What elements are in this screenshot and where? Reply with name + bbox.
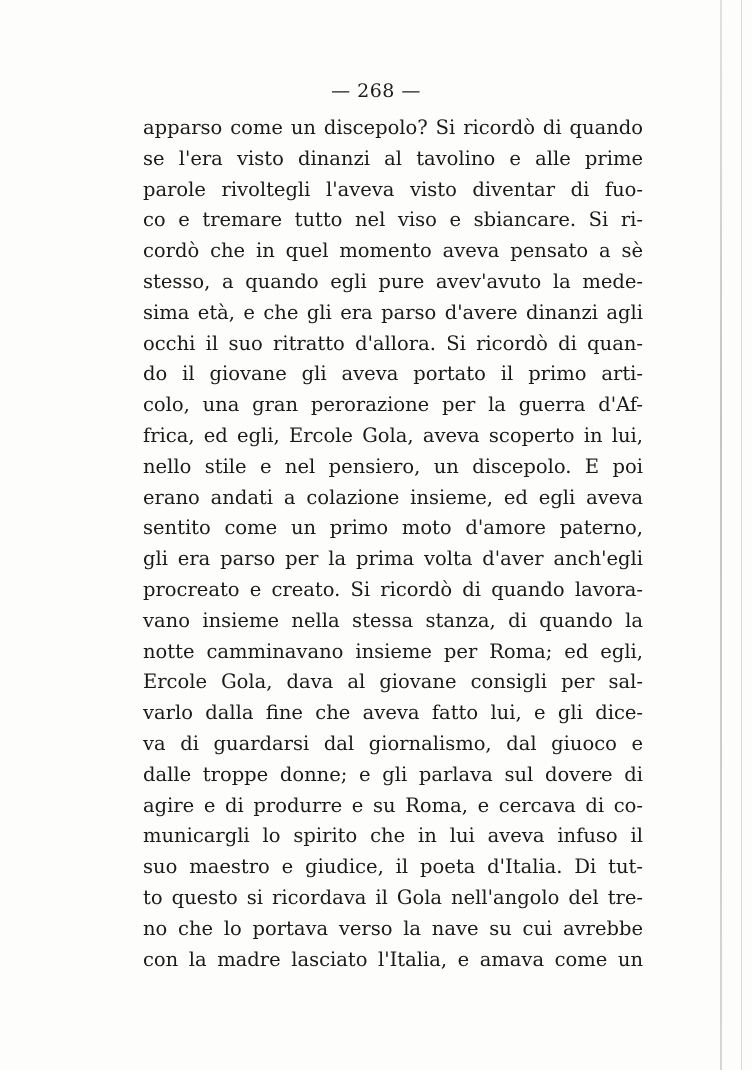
page-number: — 268 — (331, 80, 421, 102)
text-line: no che lo portava verso la nave su cui avrebbe (143, 916, 643, 940)
body-text (143, 113, 643, 975)
text-line: do il giovane gli aveva portato il primo arti- (143, 362, 643, 386)
text-line: parole rivoltegli l'aveva visto diventar di fuo- (143, 177, 643, 201)
text-line: varlo dalla fine che aveva fatto lui, e gli dice- (143, 701, 643, 725)
text-line: se l'era visto dinanzi al tavolino e alle prime (143, 146, 643, 170)
page-edge-shadow (720, 0, 722, 1070)
text-line: notte camminavano insieme per Roma; ed egli, (143, 639, 643, 663)
text-line: con la madre lasciato l'Italia, e amava come un (143, 947, 643, 971)
text-line: co e tremare tutto nel viso e sbiancare. Si ri- (143, 208, 643, 232)
text-line: sima età, e che gli era parso d'avere dinanzi agli (143, 300, 643, 324)
text-line: occhi il suo ritratto d'allora. Si ricordò di quan- (143, 331, 643, 355)
text-line: sentito come un primo moto d'amore paterno, (143, 516, 643, 540)
text-line: municargli lo spirito che in lui aveva infuso il (143, 824, 643, 848)
text-line: agire e di produrre e su Roma, e cercava di co- (143, 793, 643, 817)
text-line: to questo si ricordava il Gola nell'angolo del tre- (143, 885, 643, 909)
text-line: cordò che in quel momento aveva pensato a sè (143, 239, 643, 263)
text-line: gli era parso per la prima volta d'aver anch'egli (143, 547, 643, 571)
text-line: nello stile e nel pensiero, un discepolo. E poi (143, 454, 643, 478)
text-line: apparso come un discepolo? Si ricordò di quando (143, 116, 643, 139)
text-line: va di guardarsi dal giornalismo, dal giuoco e (143, 731, 643, 755)
text-line: stesso, a quando egli pure avev'avuto la mede- (143, 269, 643, 293)
page-edge-line (741, 0, 742, 1070)
text-line: procreato e creato. Si ricordò di quando lavora- (143, 577, 643, 601)
text-line: Ercole Gola, dava al giovane consigli per sal- (143, 670, 643, 694)
text-line: suo maestro e giudice, il poeta d'Italia. Di tut- (143, 855, 643, 879)
text-line: colo, una gran perorazione per la guerra d'Af- (143, 393, 643, 417)
text-line: vano insieme nella stessa stanza, di quando la (143, 608, 643, 632)
text-line: frica, ed egli, Ercole Gola, aveva scoperto in lui, (143, 423, 643, 447)
text-line: dalle troppe donne; e gli parlava sul dovere di (143, 762, 643, 786)
text-line: erano andati a colazione insieme, ed egli aveva (143, 485, 643, 509)
